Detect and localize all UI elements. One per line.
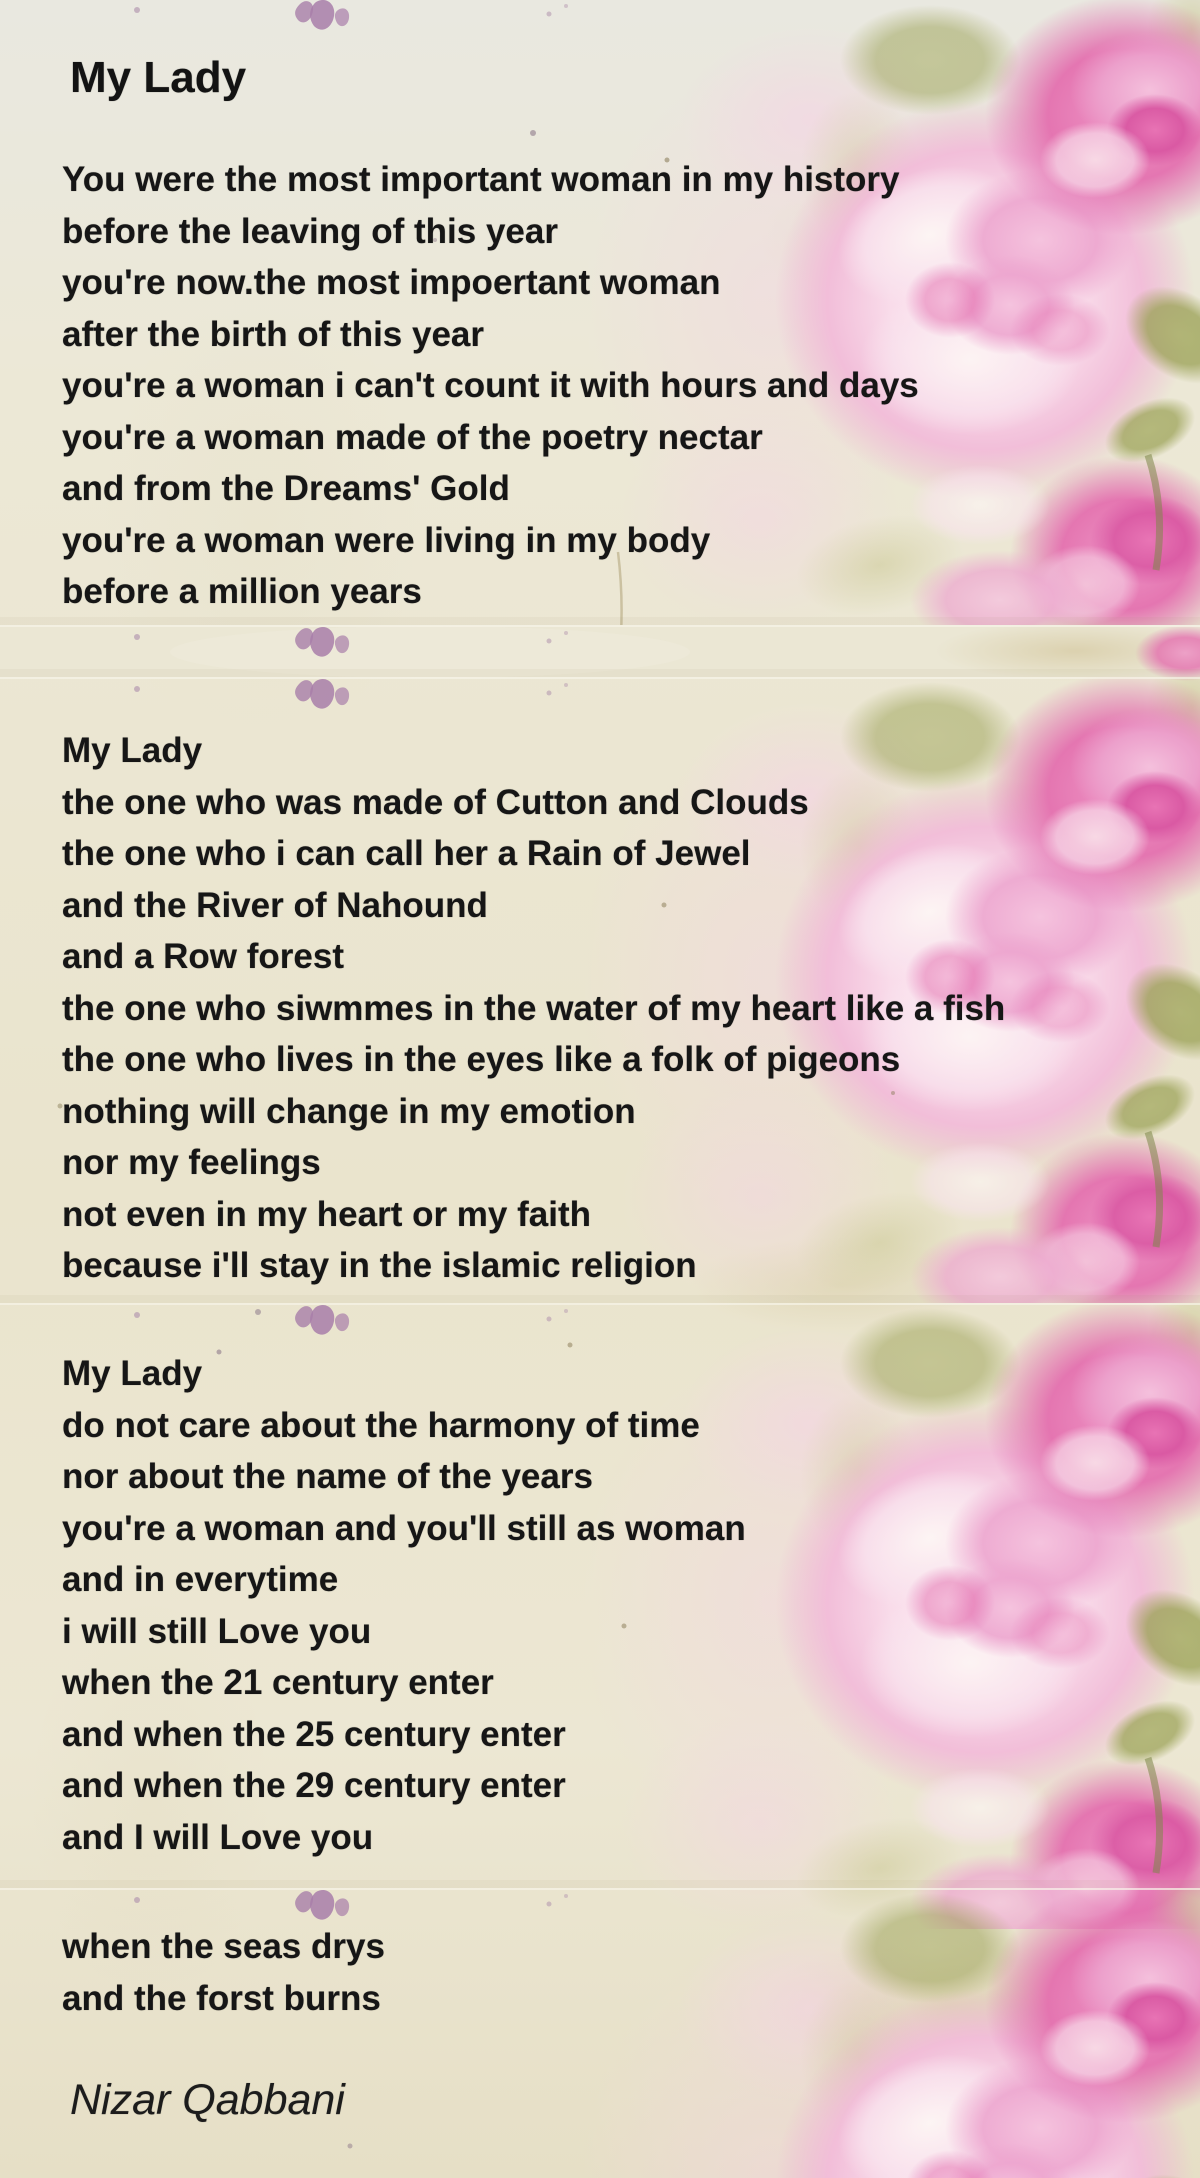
poem-line: nor about the name of the years [62, 1457, 593, 1496]
poem-line: you're a woman i can't count it with hours and days [62, 366, 919, 405]
poem-line: after the birth of this year [62, 314, 485, 354]
poem-line: and from the Dreams' Gold [62, 469, 510, 508]
poem-line: do not care about the harmony of time [62, 1405, 700, 1445]
poem-line: and the River of Nahound [62, 885, 488, 925]
poem-line: when the 21 century enter [62, 1663, 494, 1702]
poem-line: and when the 25 century enter [62, 1714, 566, 1754]
stanza [62, 1921, 385, 2024]
poem-line: the one who i can call her a Rain of Jewel [62, 834, 751, 873]
poem-line: before the leaving of this year [62, 211, 558, 251]
poem-line: and in everytime [62, 1560, 339, 1599]
poem-line: because i'll stay in the islamic religion [62, 1246, 697, 1285]
poem-line: you're a woman made of the poetry nectar [62, 417, 763, 457]
poem-line: the one who lives in the eyes like a folk of pigeons [62, 1040, 901, 1079]
poem-line: and a Row forest [62, 937, 344, 976]
poem-line: when the seas drys [62, 1927, 385, 1966]
stanza [62, 725, 1005, 1292]
poem-line: i will still Love you [62, 1611, 372, 1651]
poem-line: the one who was made of Cutton and Clouds [62, 782, 809, 822]
poem-line: not even in my heart or my faith [62, 1194, 591, 1234]
poem-line: and I will Love you [62, 1817, 374, 1857]
poem-line: My Lady [62, 731, 203, 770]
poem-line: the one who siwmmes in the water of my heart like a fish [62, 988, 1006, 1028]
poem-line: you're a woman and you'll still as woman [62, 1508, 746, 1548]
poem-line: My Lady [62, 1354, 203, 1393]
poem-line: you're a woman were living in my body [62, 520, 711, 560]
poem-line: before a million years [62, 572, 422, 611]
poem-line: you're now.the most impoertant woman [62, 263, 721, 302]
poem-line: and when the 29 century enter [62, 1766, 566, 1805]
poem-line: You were the most important woman in my history [62, 160, 900, 199]
stanza [62, 1348, 746, 1863]
poem-line: and the forst burns [62, 1978, 381, 2018]
stanza [62, 154, 919, 618]
poem-line: nothing will change in my emotion [62, 1091, 636, 1131]
poem-author: Nizar Qabbani [70, 2076, 345, 2124]
poem-line: nor my feelings [62, 1143, 321, 1182]
poem-title: My Lady [70, 53, 247, 102]
